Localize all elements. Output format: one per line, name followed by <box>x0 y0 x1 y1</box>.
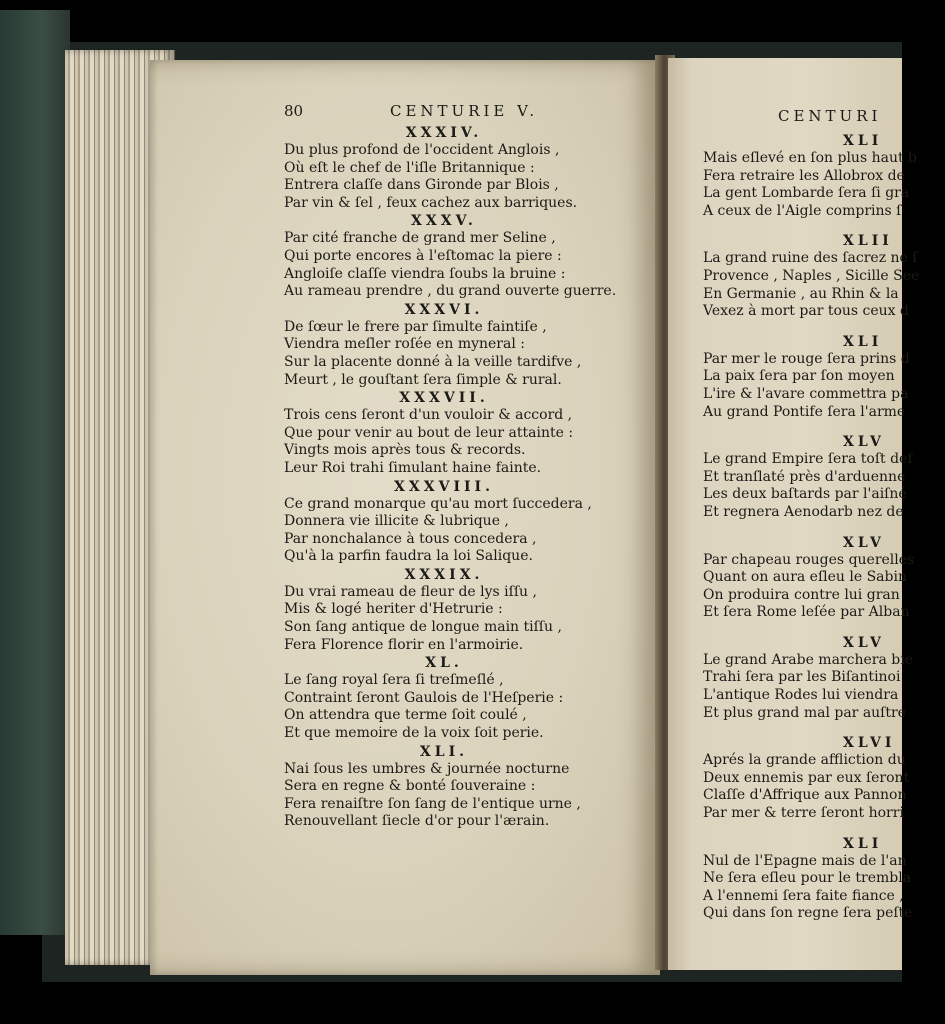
verse-line: Le grand Arabe marchera bie <box>703 651 913 668</box>
verse-line: Trois cens ſeront d'un vouloir & accord , <box>284 407 573 424</box>
verse-line: Entrera claſſe dans Gironde par Blois , <box>284 177 559 194</box>
verse-line: Et tranſlaté près d'arduenne <box>703 468 906 485</box>
verse-line: Donnera vie illicite & lubrique , <box>284 513 509 530</box>
verse-line: Vingts mois après tous & records. <box>284 442 526 459</box>
left-page-text <box>284 102 617 831</box>
verse-line: Provence , Naples , Sicille See <box>703 267 920 284</box>
verse-line: Au grand Pontife ſera l'arme <box>703 403 906 420</box>
verse-line: Ce grand monarque qu'au mort ſuccedera , <box>284 495 592 512</box>
verse-line: Leur Roi trahi ſimulant haine fainte. <box>284 459 542 476</box>
verse-line: Le grand Empire ſera toſt def <box>703 451 913 468</box>
verse-line: Fera retraire les Allobrox de <box>703 167 905 184</box>
verse-line: Et ſera Rome leſée par Alban <box>703 604 910 621</box>
verse-line: Du plus profond de l'occident Anglois , <box>284 142 560 158</box>
verse-line: On produira contre lui gran <box>703 586 900 603</box>
left-quatrains <box>284 124 617 831</box>
spacer <box>703 220 923 232</box>
verse-line: A l'ennemi ſera faite fiance , <box>703 887 904 904</box>
quatrain-numeral: XLI <box>843 333 883 350</box>
verse-line: A ceux de l'Aigle comprins ſ <box>703 202 902 219</box>
quatrain-numeral: XLI. <box>419 743 469 760</box>
verse-line: Les deux baſtards par l'aiſné <box>703 486 907 503</box>
running-head: CENTURIE V. <box>390 102 539 120</box>
quatrain-numeral: XXXV. <box>411 213 477 230</box>
quatrain-numeral: XLV <box>843 634 885 651</box>
verse-line: Le ſang royal ſera ſi treſmeſlé , <box>284 672 504 689</box>
quatrain-numeral: XLI <box>843 835 883 852</box>
verse-line: Son ſang antique de longue main tiſſu , <box>284 619 562 636</box>
right-page-text <box>703 107 923 923</box>
verse-line: La paix ſera par ſon moyen <box>703 368 895 385</box>
verse-line: Viendra meſler roſée en myneral : <box>284 336 525 353</box>
verse-line: Angloiſe claſſe viendra ſoubs la bruine : <box>284 265 566 282</box>
quatrain-numeral: XXXVII. <box>399 390 489 407</box>
book-spine-edge <box>0 10 70 935</box>
verse-line: L'antique Rodes lui viendra <box>703 687 899 704</box>
verse-line: Où eſt le chef de l'iſle Britannique : <box>284 159 535 176</box>
quatrain-numeral: XLVI <box>843 735 896 752</box>
verse-line: La gent Lombarde ſera ſi gra <box>703 185 910 202</box>
spacer <box>703 823 923 835</box>
spacer <box>703 321 923 333</box>
verse-line: Meurt , le gouſtant ſera ſimple & rural. <box>284 371 562 388</box>
spacer <box>703 622 923 634</box>
quatrain-numeral: XLV <box>843 434 885 451</box>
verse-line: Contraint ſeront Gaulois de l'Heſperie : <box>284 689 564 706</box>
verse-line: Sur la placente donné à la veille tardifve , <box>284 353 582 370</box>
verse-line: La grand ruine des ſacrez ne ſ <box>703 250 918 267</box>
verse-line: Du vrai rameau de fleur de lys iſſu , <box>284 583 537 600</box>
page-number: 80 <box>284 102 304 120</box>
verse-line: L'ire & l'avare commettra pa <box>703 385 909 402</box>
quatrain-numeral: XLII <box>843 233 893 250</box>
quatrain-numeral: XLV <box>843 534 885 551</box>
quatrain-numeral: XXXIX. <box>404 566 484 583</box>
left-page-header <box>284 102 604 124</box>
verse-line: Au rameau prendre , du grand ouverte guerre. <box>284 283 617 300</box>
verse-line: Ne ſera eſleu pour le trembla <box>703 870 912 887</box>
verse-line: Fera renaiſtre ſon ſang de l'entique urne , <box>284 795 581 812</box>
verse-line: Par mer le rouge ſera prins d <box>703 350 910 367</box>
verse-line: Par mer & terre ſeront horri <box>703 805 904 822</box>
verse-line: Qui dans ſon regne ſera peſte <box>703 905 913 922</box>
verse-line: Mais eſlevé en ſon plus haut b <box>703 150 918 166</box>
verse-line: De ſœur le frere par ſimulte faintiſe , <box>284 318 547 335</box>
verse-line: Que pour venir au bout de leur attainte : <box>284 424 574 441</box>
verse-line: Par vin & ſel , feux cachez aux barriques. <box>284 194 578 211</box>
verse-line: Et regnera Aenodarb nez de <box>703 503 904 520</box>
quatrain-numeral: XXXVIII. <box>394 478 494 495</box>
verse-line: Claſſe d'Affrique aux Pannon <box>703 787 907 804</box>
verse-line: Par chapeau rouges querelles <box>703 551 915 568</box>
verse-line: Renouvellant ſiecle d'or pour l'ærain. <box>284 813 550 830</box>
verse-line: Aprés la grande affliction du <box>703 752 906 769</box>
verse-line: Fera Florence florir en l'armoirie. <box>284 636 524 653</box>
quatrain-numeral: XXXIV. <box>405 125 483 141</box>
verse-line: Nul de l'Epagne mais de l'an <box>703 852 907 869</box>
verse-line: Sera en regne & bonté ſouveraine : <box>284 778 536 795</box>
verse-line: Qui porte encores à l'eſtomac la piere : <box>284 247 562 264</box>
quatrain-numeral: XXXVI. <box>404 301 484 318</box>
verse-line: Par nonchalance à tous concedera , <box>284 530 537 547</box>
verse-line: Et que memoire de la voix ſoit perie. <box>284 725 544 742</box>
spacer <box>703 722 923 734</box>
verse-line: Nai ſous les umbres & journée nocturne <box>284 760 570 777</box>
quatrain-numeral: XLI <box>843 133 883 149</box>
verse-line: En Germanie , au Rhin & la <box>703 285 899 302</box>
verse-line: Vexez à mort par tous ceux d <box>703 303 909 320</box>
verse-line: Par cité franche de grand mer Seline , <box>284 230 556 247</box>
spacer <box>703 522 923 534</box>
quatrain-numeral: XL. <box>425 655 463 672</box>
running-head-right: CENTURI <box>778 107 882 125</box>
verse-line: Mis & logé heriter d'Hetrurie : <box>284 601 503 618</box>
verse-line: Deux ennemis par eux ſeront <box>703 769 910 786</box>
spacer <box>703 421 923 433</box>
verse-line: Trahi ſera par les Biſantinoi <box>703 669 901 686</box>
right-quatrains <box>703 132 923 923</box>
verse-line: On attendra que terme ſoit coulé , <box>284 707 527 724</box>
verse-line: Quant on aura eſleu le Sabin <box>703 569 907 586</box>
verse-line: Et plus grand mal par auſtre <box>703 704 906 721</box>
verse-line: Qu'à la parfin faudra la loi Salique. <box>284 548 533 565</box>
right-page-header <box>703 107 923 132</box>
